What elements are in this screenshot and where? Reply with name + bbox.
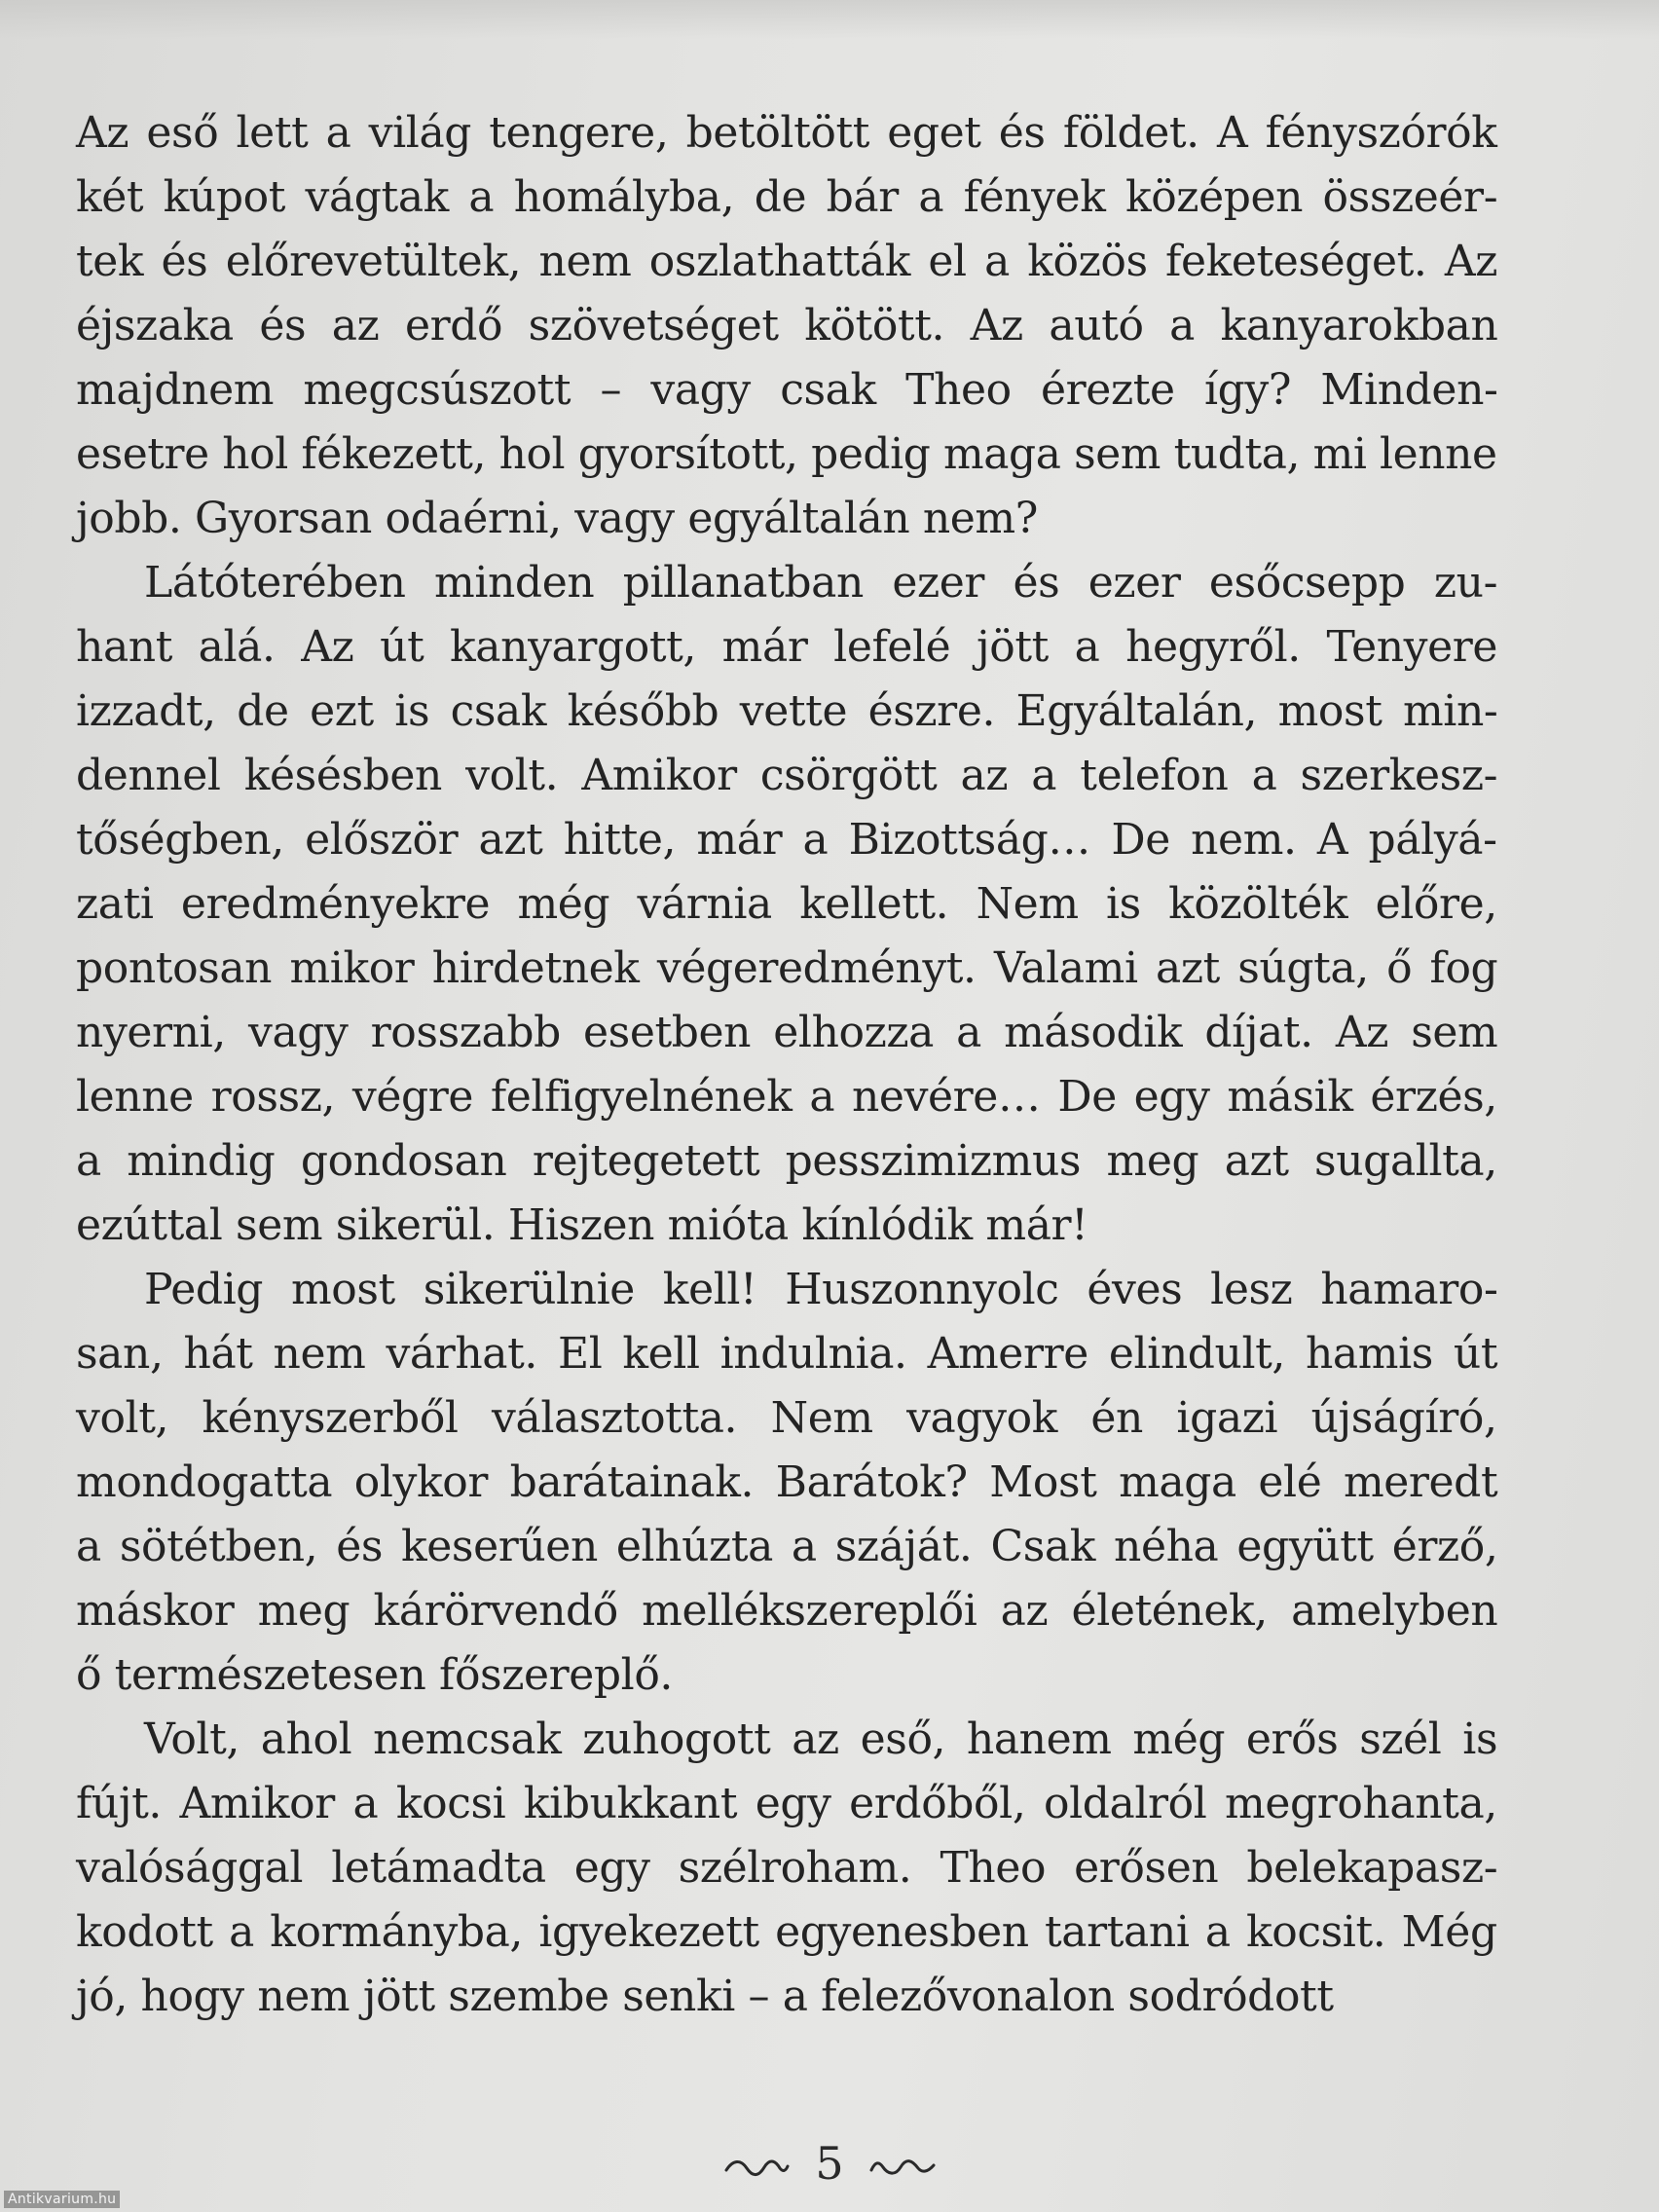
text-line: fújt. Amikor a kocsi kibukkant egy erdőből, oldalról megrohanta, bbox=[76, 1779, 1497, 1828]
text-line: ezúttal sem sikerül. Hiszen mióta kínlódik már! bbox=[76, 1200, 1088, 1250]
paragraph bbox=[76, 1258, 1497, 1708]
text-line: kodott a kormányba, igyekezett egyenesben tartani a kocsit. Még bbox=[76, 1907, 1497, 1957]
text-line: tek és előrevetültek, nem oszlathatták el a közös feketeséget. Az bbox=[76, 237, 1498, 286]
text-line: zati eredményekre még várnia kellett. Nem is közölték előre, bbox=[76, 879, 1497, 929]
text-line: jobb. Gyorsan odaérni, vagy egyáltalán nem? bbox=[76, 494, 1038, 543]
paragraph bbox=[76, 1708, 1497, 2029]
text-line: a sötétben, és keserűen elhúzta a száját. Csak néha együtt érző, bbox=[76, 1522, 1498, 1571]
text-line: Volt, ahol nemcsak zuhogott az eső, hanem még erős szél is bbox=[144, 1714, 1498, 1764]
text-line: dennel késésben volt. Amikor csörgött az a telefon a szerkesz- bbox=[76, 751, 1498, 800]
text-line: hant alá. Az út kanyargott, már lefelé jött a hegyről. Tenyere bbox=[76, 622, 1498, 672]
paragraph bbox=[76, 101, 1497, 551]
text-line: Az eső lett a világ tengere, betöltött eget és földet. A fényszórók bbox=[76, 108, 1497, 158]
text-line: éjszaka és az erdő szövetséget kötött. Az autó a kanyarokban bbox=[76, 301, 1498, 350]
page-number: 5 bbox=[815, 2137, 844, 2190]
text-line: valósággal letámadta egy szélroham. Theo erősen belekapasz- bbox=[76, 1843, 1498, 1893]
text-line: mondogatta olykor barátainak. Barátok? Most maga elé meredt bbox=[76, 1457, 1498, 1507]
text-line: san, hát nem várhat. El kell indulnia. Amerre elindult, hamis út bbox=[76, 1329, 1498, 1379]
text-line: Pedig most sikerülnie kell! Huszonnyolc éves lesz hamaro- bbox=[144, 1265, 1498, 1314]
text-line: két kúpot vágtak a homályba, de bár a fények középen összeér- bbox=[76, 172, 1498, 222]
swash-ornament-icon bbox=[723, 2134, 790, 2193]
text-line: nyerni, vagy rosszabb esetben elhozza a második díjat. Az sem bbox=[76, 1008, 1498, 1057]
text-line: volt, kényszerből választotta. Nem vagyok én igazi újságíró, bbox=[76, 1393, 1497, 1443]
page-body-text bbox=[76, 101, 1497, 2029]
text-line: a mindig gondosan rejtegetett pesszimizmus meg azt sugallta, bbox=[76, 1136, 1497, 1186]
swash-ornament-icon bbox=[869, 2134, 936, 2193]
facing-page-bleed bbox=[0, 0, 1659, 39]
text-line: máskor meg kárörvendő mellékszereplői az életének, amelyben bbox=[76, 1586, 1498, 1636]
text-line: Látóterében minden pillanatban ezer és ezer esőcsepp zu- bbox=[144, 558, 1498, 608]
text-line: jó, hogy nem jött szembe senki – a felezővonalon sodródott bbox=[76, 1972, 1334, 2021]
text-line: majdnem megcsúszott – vagy csak Theo érezte így? Minden- bbox=[76, 365, 1498, 415]
watermark-label: Antikvarium.hu bbox=[4, 2191, 120, 2208]
text-line: lenne rossz, végre felfigyelnének a nevére… De egy másik érzés, bbox=[76, 1072, 1497, 1122]
text-line: esetre hol fékezett, hol gyorsított, pedig maga sem tudta, mi lenne bbox=[76, 429, 1497, 479]
text-line: tőségben, először azt hitte, már a Bizottság… De nem. A pályá- bbox=[76, 815, 1497, 865]
paragraph bbox=[76, 551, 1497, 1258]
page-footer bbox=[0, 2130, 1659, 2193]
text-line: pontosan mikor hirdetnek végeredményt. Valami azt súgta, ő fog bbox=[76, 943, 1498, 993]
text-line: izzadt, de ezt is csak később vette észre. Egyáltalán, most min- bbox=[76, 686, 1498, 736]
text-line: ő természetesen főszereplő. bbox=[76, 1650, 674, 1700]
